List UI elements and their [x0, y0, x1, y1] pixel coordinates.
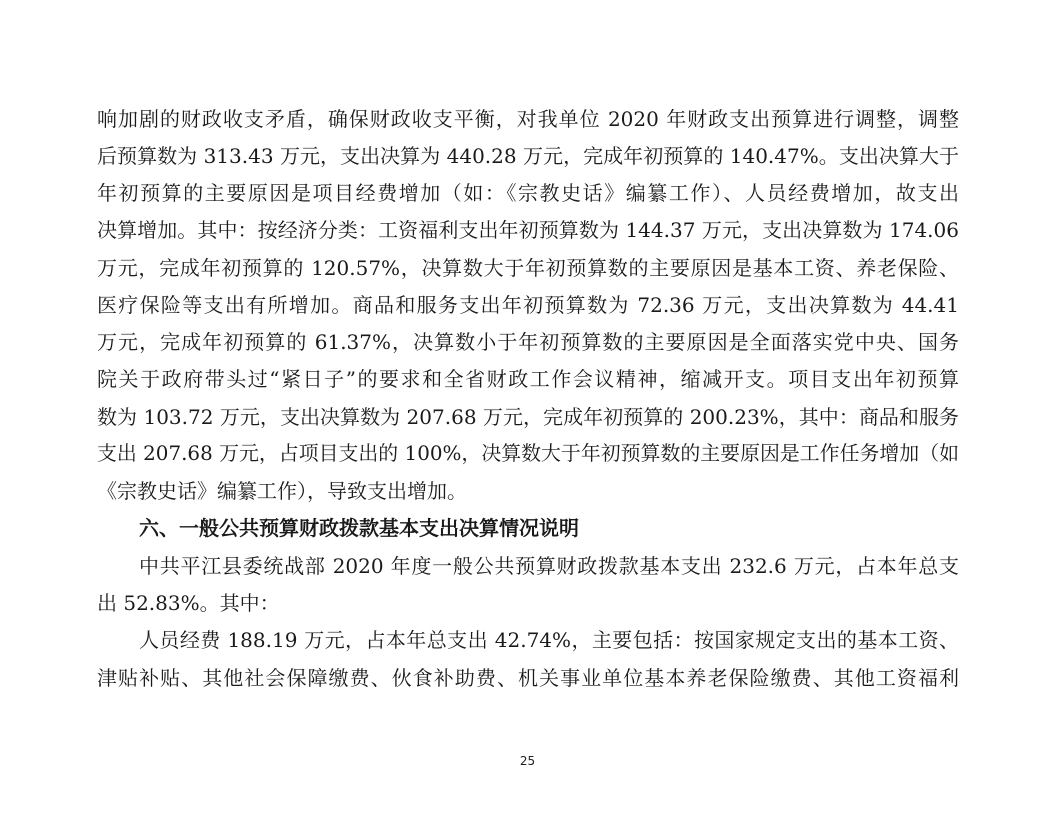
paragraph-line: 年初预算的主要原因是项目经费增加（如：《宗教史话》编纂工作）、人员经费增加，故支出: [97, 181, 959, 205]
paragraph-line: 出 52.83%。其中：: [97, 591, 280, 615]
paragraph-line: 万元，完成年初预算的 61.37%，决算数小于年初预算数的主要原因是全面落实党中央、国务: [97, 330, 959, 354]
paragraph-line: 人员经费 188.19 万元，占本年总支出 42.74%，主要包括：按国家规定支出的基本工资、: [139, 628, 959, 652]
paragraph-line: 津贴补贴、其他社会保障缴费、伙食补助费、机关事业单位基本养老保险缴费、其他工资福利: [97, 666, 959, 690]
page-number: 25: [519, 754, 536, 768]
paragraph-line: 后预算数为 313.43 万元，支出决算为 440.28 万元，完成年初预算的 140.47%。支出决算大于: [97, 144, 959, 168]
paragraph-line: 万元，完成年初预算的 120.57%，决算数大于年初预算数的主要原因是基本工资、养老保险、: [97, 256, 959, 280]
section-heading: 六、一般公共预算财政拨款基本支出决算情况说明: [139, 516, 579, 540]
paragraph-line: 响加剧的财政收支矛盾，确保财政收支平衡，对我单位 2020 年财政支出预算进行调整，调整: [97, 107, 959, 131]
paragraph-line: 决算增加。其中：按经济分类：工资福利支出年初预算数为 144.37 万元，支出决算数为 174.06: [97, 218, 959, 242]
paragraph-line: 院关于政府带头过“紧日子”的要求和全省财政工作会议精神，缩减开支。项目支出年初预算: [97, 367, 959, 391]
paragraph-line: 支出 207.68 万元，占项目支出的 100%，决算数大于年初预算数的主要原因是工作任务增加（如: [97, 442, 959, 465]
paragraph-line: 《宗教史话》编纂工作），导致支出增加。: [97, 479, 467, 503]
paragraph-line: 中共平江县委统战部 2020 年度一般公共预算财政拨款基本支出 232.6 万元，占本年总支: [139, 554, 959, 578]
paragraph-line: 数为 103.72 万元，支出决算数为 207.68 万元，完成年初预算的 200.23%，其中：商品和服务: [97, 405, 959, 429]
paragraph-line: 医疗保险等支出有所增加。商品和服务支出年初预算数为 72.36 万元，支出决算数为 44.41: [97, 293, 959, 317]
